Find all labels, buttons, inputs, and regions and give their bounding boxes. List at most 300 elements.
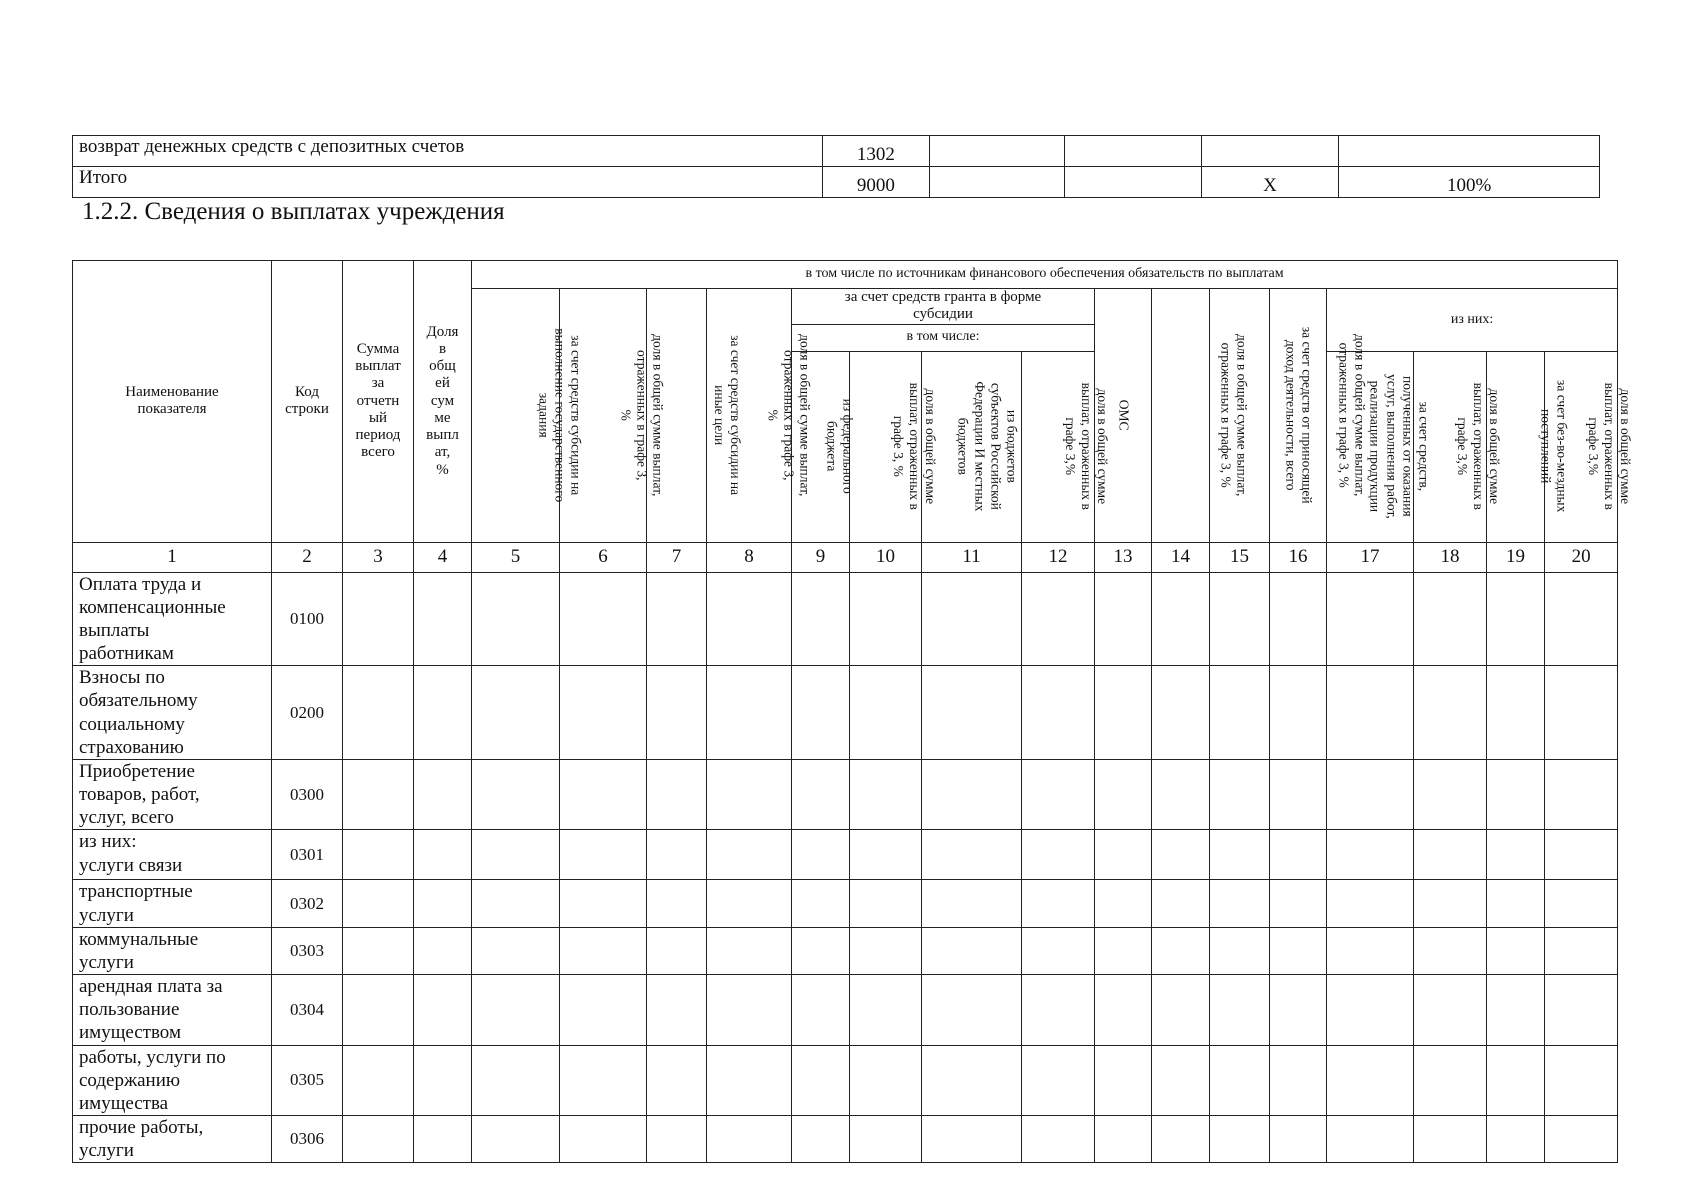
- row-code: 0302: [272, 880, 343, 927]
- text-line: доля в общей сумме выплат,: [1234, 333, 1250, 496]
- table-cell: [560, 1116, 647, 1163]
- table-cell: [1210, 830, 1270, 880]
- column-numbers-row: [73, 542, 1618, 572]
- table-cell: [472, 830, 560, 880]
- text-line: выплаты: [79, 619, 150, 641]
- table-cell: [1022, 572, 1095, 666]
- table-cell: [1022, 759, 1095, 830]
- table-cell: [1545, 830, 1618, 880]
- table-cell: [792, 666, 850, 760]
- text-line: бюджетов: [955, 417, 971, 475]
- total-percent: 100%: [1339, 167, 1600, 198]
- table-row: [73, 666, 1618, 760]
- table-cell: [1210, 927, 1270, 974]
- text-line: услуг, выполнения работ,: [1384, 373, 1400, 519]
- header-including: в том числе:: [792, 324, 1095, 351]
- table-cell: [1022, 1116, 1095, 1163]
- text-line: работы, услуги по: [79, 1046, 226, 1068]
- table-cell: [1545, 1116, 1618, 1163]
- table-cell: [1487, 572, 1545, 666]
- text-line: обязательному: [79, 690, 198, 712]
- header-share: [414, 261, 472, 543]
- table-cell: [1152, 975, 1210, 1046]
- row-code: 1302: [823, 136, 930, 167]
- header-name: [73, 261, 272, 543]
- table-cell: [1414, 880, 1487, 927]
- text-line: Код: [295, 384, 319, 400]
- table-cell: [1327, 1045, 1414, 1116]
- table-cell: [343, 759, 414, 830]
- header-code: [272, 261, 343, 543]
- table-cell: [647, 927, 707, 974]
- text-line: услуги: [79, 1140, 134, 1162]
- text-line: ме: [434, 409, 451, 426]
- header-col15-text: [1282, 326, 1314, 503]
- table-cell: [1270, 927, 1327, 974]
- text-line: иные цели: [711, 384, 727, 445]
- table-cell: [1545, 880, 1618, 927]
- table-cell: [1327, 975, 1414, 1046]
- header-col10-text: [889, 382, 938, 509]
- column-number: 8: [707, 542, 792, 572]
- text-line: доход деятельности, всего: [1283, 339, 1299, 491]
- text-line: ОМС: [1116, 399, 1132, 431]
- table-row: [73, 1045, 1618, 1116]
- table-cell: [472, 927, 560, 974]
- table-cell: [929, 167, 1065, 198]
- row-name: [73, 1116, 272, 1163]
- table-cell: [343, 1045, 414, 1116]
- table-cell: [1545, 1045, 1618, 1116]
- table-row: [73, 759, 1618, 830]
- text-line: отраженных в графе 3,: [634, 349, 650, 481]
- table-row: [73, 136, 1600, 167]
- table-cell: [414, 1116, 472, 1163]
- table-cell: [1201, 136, 1339, 167]
- table-cell: [560, 975, 647, 1046]
- table-cell: [1022, 975, 1095, 1046]
- table-cell: [560, 880, 647, 927]
- table-cell: [1022, 880, 1095, 927]
- header-col11-text: [955, 381, 1020, 511]
- table-cell: [1152, 759, 1210, 830]
- table-cell: [1095, 927, 1152, 974]
- table-cell: [560, 1045, 647, 1116]
- table-cell: [1152, 572, 1210, 666]
- row-name: [73, 927, 272, 974]
- row-code: 0303: [272, 927, 343, 974]
- table-cell: [922, 975, 1022, 1046]
- table-cell: [414, 927, 472, 974]
- table-cell: [707, 1045, 792, 1116]
- row-code: 9000: [823, 167, 930, 198]
- table-cell: [1414, 830, 1487, 880]
- table-cell: [707, 830, 792, 880]
- text-line: Взносы по: [79, 667, 165, 689]
- table-row: [73, 830, 1618, 880]
- column-number: 10: [850, 542, 922, 572]
- text-line: %: [765, 409, 781, 421]
- column-number: 1: [73, 542, 272, 572]
- table-cell: [1210, 1045, 1270, 1116]
- column-number: 12: [1022, 542, 1095, 572]
- table-cell: [414, 666, 472, 760]
- payments-table: [72, 260, 1633, 1163]
- text-line: доля в общей сумме: [1617, 388, 1633, 504]
- table-cell: [472, 666, 560, 760]
- table-cell: [343, 572, 414, 666]
- text-line: транспортные: [79, 881, 193, 903]
- table-cell: [850, 830, 922, 880]
- table-cell: [560, 927, 647, 974]
- text-line: %: [436, 461, 449, 478]
- header-col10: [850, 351, 938, 542]
- table-cell: [707, 880, 792, 927]
- table-cell: [343, 880, 414, 927]
- table-row: [73, 1116, 1618, 1163]
- text-line: Федерации И местных: [972, 381, 988, 512]
- header-col9-text: [823, 399, 855, 494]
- table-cell: [1152, 666, 1210, 760]
- table-cell: [707, 666, 792, 760]
- text-line: всего: [361, 444, 395, 461]
- column-number: 11: [922, 542, 1022, 572]
- text-line: имущества: [79, 1092, 169, 1114]
- text-line: графе 3,%: [1585, 417, 1601, 475]
- text-line: доля в общей сумме: [922, 388, 938, 504]
- table-cell: [560, 759, 647, 830]
- table-cell: [647, 880, 707, 927]
- table-cell: [1414, 572, 1487, 666]
- text-line: доля в общей сумме: [1486, 388, 1502, 504]
- text-line: коммунальные: [79, 928, 199, 950]
- table-cell: [1327, 830, 1414, 880]
- table-cell: [1270, 1045, 1327, 1116]
- table-cell: [1022, 927, 1095, 974]
- header-col18-text: [1453, 382, 1502, 509]
- text-line: Приобретение: [79, 760, 195, 782]
- text-line: отраженных в графе 3, %: [1336, 342, 1352, 488]
- table-cell: [707, 927, 792, 974]
- table-cell: [1545, 759, 1618, 830]
- text-line: бюджета: [824, 420, 840, 472]
- table-cell: [343, 927, 414, 974]
- text-line: прочие работы,: [79, 1117, 204, 1139]
- table-cell: [414, 880, 472, 927]
- text-line: за счет средств гранта в форме: [844, 289, 1042, 305]
- header-col7-text: [711, 335, 743, 495]
- table-cell: [707, 759, 792, 830]
- header-grant-lines: [792, 289, 1094, 324]
- row-name: возврат денежных средств с депозитных счетов: [73, 136, 823, 167]
- table-cell: [922, 666, 1022, 760]
- text-line: субъектов Российской: [988, 382, 1004, 510]
- column-number: 2: [272, 542, 343, 572]
- row-code: 0304: [272, 975, 343, 1046]
- section-title: 1.2.2. Сведения о выплатах учреждения: [82, 198, 505, 225]
- table-cell: [1270, 975, 1327, 1046]
- text-line: из бюджетов: [1004, 409, 1020, 483]
- header-col8-text: [764, 334, 813, 496]
- text-line: за счет без-во-мездных: [1554, 379, 1570, 513]
- column-number: 13: [1095, 542, 1152, 572]
- row-name: [73, 759, 272, 830]
- table-cell: [472, 1045, 560, 1116]
- row-code: 0305: [272, 1045, 343, 1116]
- table-cell: [1414, 666, 1487, 760]
- table-cell: [1339, 136, 1600, 167]
- text-line: Сумма: [356, 340, 400, 357]
- text-line: отраженных в графе 3, %: [1218, 342, 1234, 488]
- text-line: работникам: [79, 643, 174, 665]
- column-number: 14: [1152, 542, 1210, 572]
- table-cell: [850, 666, 922, 760]
- table-cell: [792, 880, 850, 927]
- table-cell: [1327, 927, 1414, 974]
- row-code: 0100: [272, 572, 343, 666]
- text-line: общ: [429, 358, 456, 375]
- text-line: поступлений: [1538, 408, 1554, 484]
- text-line: ый: [368, 409, 388, 426]
- table-cell: [1487, 1116, 1545, 1163]
- table-cell: [707, 1116, 792, 1163]
- header-col19-text: [1537, 380, 1569, 512]
- text-line: выплат, отраженных в: [1078, 382, 1094, 510]
- text-line: страхованию: [79, 736, 184, 758]
- table-cell: [647, 759, 707, 830]
- row-code: 0301: [272, 830, 343, 880]
- table-cell: [1414, 759, 1487, 830]
- text-line: Оплата труда и: [79, 573, 202, 595]
- text-line: доля в общей сумме выплат,: [650, 333, 666, 496]
- table-cell: [647, 1045, 707, 1116]
- table-cell: [1414, 1045, 1487, 1116]
- table-cell: [1210, 666, 1270, 760]
- header-grant: [792, 289, 1095, 325]
- table-cell: [792, 975, 850, 1046]
- table-cell: [792, 1045, 850, 1116]
- text-line: субсидии: [913, 306, 973, 323]
- header-code-lines: [272, 384, 342, 419]
- table-cell: [922, 1045, 1022, 1116]
- text-line: выплат, отраженных в: [906, 382, 922, 510]
- table-cell: [1095, 830, 1152, 880]
- row-name: [73, 975, 272, 1046]
- column-number: 3: [343, 542, 414, 572]
- table-cell: [922, 880, 1022, 927]
- column-number: 5: [472, 542, 560, 572]
- text-line: за счет средств,: [1416, 401, 1432, 491]
- table-cell: [1152, 1045, 1210, 1116]
- table-cell: [1210, 1116, 1270, 1163]
- table-cell: [792, 1116, 850, 1163]
- text-line: за счет средств субсидии на: [568, 334, 584, 495]
- table-cell: [647, 572, 707, 666]
- table-cell: [1095, 572, 1152, 666]
- text-line: за счет средств от приносящей: [1299, 326, 1315, 504]
- table-cell: [1095, 1045, 1152, 1116]
- table-row: [73, 880, 1618, 927]
- header-name-lines: [73, 384, 271, 419]
- table-cell: [1210, 572, 1270, 666]
- text-line: компенсационные: [79, 596, 226, 618]
- text-line: задания: [535, 392, 551, 438]
- table-cell: [343, 975, 414, 1046]
- table-cell: [1210, 759, 1270, 830]
- table-cell: [922, 927, 1022, 974]
- table-cell: [647, 666, 707, 760]
- table-cell: [414, 759, 472, 830]
- text-line: доля в общей сумме выплат,: [1352, 333, 1368, 496]
- table-cell: [1065, 167, 1202, 198]
- table-cell: [1095, 975, 1152, 1046]
- column-number: 4: [414, 542, 472, 572]
- table-cell: [792, 572, 850, 666]
- text-line: отчетн: [356, 392, 400, 409]
- table-cell: [1545, 666, 1618, 760]
- text-line: содержанию: [79, 1069, 181, 1091]
- text-line: социальному: [79, 713, 185, 735]
- table-cell: [850, 880, 922, 927]
- text-line: показателя: [137, 401, 207, 418]
- text-line: выпл: [426, 427, 459, 444]
- text-line: Наименование: [125, 384, 219, 400]
- table-cell: [1152, 830, 1210, 880]
- top-table: [72, 135, 1600, 198]
- table-cell: [472, 572, 560, 666]
- row-name: [73, 830, 272, 880]
- table-cell: [647, 830, 707, 880]
- header-sources: в том числе по источникам финансового обеспечения обязательств по выплатам: [472, 261, 1618, 289]
- table-body: [73, 572, 1618, 1163]
- table-cell: [647, 975, 707, 1046]
- table-cell: [1152, 880, 1210, 927]
- row-code: 0300: [272, 759, 343, 830]
- table-row: [73, 975, 1618, 1046]
- table-cell: [850, 927, 922, 974]
- table-cell: [1487, 1045, 1545, 1116]
- text-line: ей: [435, 375, 450, 392]
- table-cell: [850, 1045, 922, 1116]
- table-cell: [560, 666, 647, 760]
- table-cell: [922, 830, 1022, 880]
- column-number: 16: [1270, 542, 1327, 572]
- text-line: выплат, отраженных в: [1470, 382, 1486, 510]
- row-code: 0306: [272, 1116, 343, 1163]
- header-col16-text: [1335, 334, 1367, 496]
- text-line: арендная плата за: [79, 976, 223, 998]
- row-name: [73, 880, 272, 927]
- table-cell: [414, 830, 472, 880]
- table-cell: [929, 136, 1065, 167]
- text-line: период: [355, 427, 401, 444]
- table-cell: [1487, 666, 1545, 760]
- text-line: доля в общей сумме выплат,: [797, 333, 813, 496]
- row-name: [73, 666, 272, 760]
- text-line: строки: [285, 401, 329, 418]
- table-cell: [922, 572, 1022, 666]
- table-cell: [1414, 1116, 1487, 1163]
- table-cell: [1414, 975, 1487, 1046]
- header-row: [73, 261, 1618, 289]
- text-line: графе 3,%: [1062, 417, 1078, 475]
- table-cell: [1210, 880, 1270, 927]
- table-cell: [1327, 666, 1414, 760]
- table-cell: [414, 572, 472, 666]
- row-code: 0200: [272, 666, 343, 760]
- table-cell: [1270, 666, 1327, 760]
- table-cell: [1487, 975, 1545, 1046]
- column-number: 9: [792, 542, 850, 572]
- table-cell: [472, 975, 560, 1046]
- table-cell: [647, 1116, 707, 1163]
- header-col14: [1152, 289, 1250, 543]
- table-cell: [850, 759, 922, 830]
- table-cell: [1095, 880, 1152, 927]
- table-cell: [343, 1116, 414, 1163]
- table-cell: [560, 830, 647, 880]
- table-cell: [343, 666, 414, 760]
- table-cell: [414, 1045, 472, 1116]
- table-row: [73, 167, 1600, 198]
- text-line: товаров, работ,: [79, 784, 200, 806]
- text-line: полученных от оказания: [1400, 375, 1416, 517]
- table-cell: [414, 975, 472, 1046]
- table-cell: [850, 975, 922, 1046]
- header-sum: [343, 261, 414, 543]
- row-name: Итого: [73, 167, 823, 198]
- text-line: выплат, отраженных в: [1601, 382, 1617, 510]
- text-line: выполнение государственного: [552, 327, 568, 502]
- table-cell: [1487, 759, 1545, 830]
- table-cell: [1414, 927, 1487, 974]
- text-line: услуги связи: [79, 854, 183, 876]
- table-cell: [1545, 927, 1618, 974]
- table-cell: [792, 830, 850, 880]
- table-cell: [1270, 880, 1327, 927]
- column-number: 15: [1210, 542, 1270, 572]
- header-col5-text: [535, 328, 584, 502]
- header-col12-text: [1061, 382, 1110, 509]
- table-cell: [1487, 880, 1545, 927]
- table-cell: [1487, 830, 1545, 880]
- text-line: услуги: [79, 904, 134, 926]
- text-line: услуги: [79, 951, 134, 973]
- text-line: из них:: [79, 831, 137, 853]
- table-cell: [707, 572, 792, 666]
- header-share-lines: [414, 324, 471, 479]
- table-cell: [1327, 1116, 1414, 1163]
- table-cell: [850, 572, 922, 666]
- table-cell: [1210, 975, 1270, 1046]
- header-col6-text: [617, 334, 666, 496]
- table-cell: [1487, 927, 1545, 974]
- table-cell: [472, 759, 560, 830]
- table-cell: [1327, 759, 1414, 830]
- header-col17-text: [1367, 374, 1432, 519]
- table-cell: [792, 759, 850, 830]
- table-cell: [1270, 572, 1327, 666]
- text-line: пользование: [79, 999, 180, 1021]
- text-line: выплат: [355, 358, 401, 375]
- table-cell: [1270, 830, 1327, 880]
- table-cell: [922, 759, 1022, 830]
- total-x-mark: X: [1201, 167, 1339, 198]
- header-col14-text: [1217, 334, 1249, 496]
- table-cell: [472, 1116, 560, 1163]
- table-cell: [1022, 1045, 1095, 1116]
- table-cell: [343, 830, 414, 880]
